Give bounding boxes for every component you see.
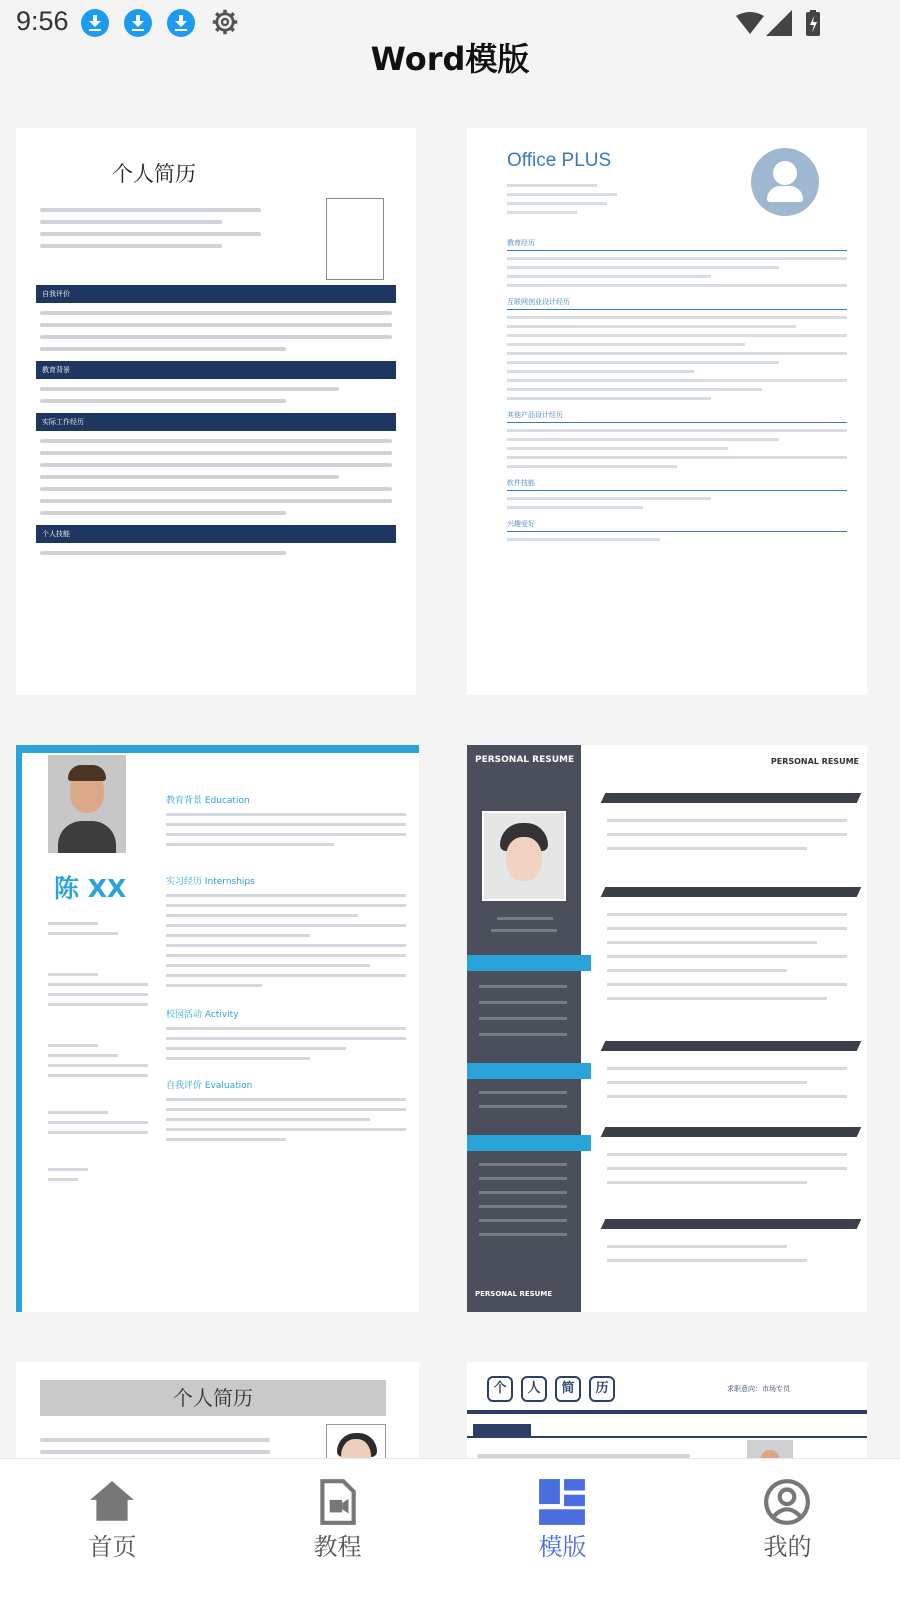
section-header: 校园活动 Activity <box>166 1010 239 1020</box>
user-icon <box>762 1477 812 1527</box>
left-column <box>48 915 148 1188</box>
right-column <box>166 781 406 1148</box>
section-header: 自我评价 Evaluation <box>166 1081 253 1091</box>
section-header: 兴趣爱好 <box>507 519 847 532</box>
nav-home[interactable] <box>0 1459 225 1600</box>
section-header: 个人技能 <box>36 525 396 543</box>
photo-placeholder <box>326 198 384 280</box>
nav-label: 模版 <box>538 1533 587 1561</box>
section-header: 自我评价 <box>36 285 396 303</box>
title-char: 简 <box>555 1376 581 1402</box>
section-header: 教育背景 Education <box>166 796 250 806</box>
section-header: 互联网创业设计经历 <box>507 297 847 310</box>
nav-label: 首页 <box>88 1533 137 1561</box>
template-title: 个人简历 <box>112 162 196 186</box>
resume-label-footer: PERSONAL RESUME <box>475 1290 553 1298</box>
nav-tutorial[interactable] <box>225 1459 450 1600</box>
file-icon <box>312 1477 362 1527</box>
section-header: 软件技能 <box>507 478 847 491</box>
title-char: 个 <box>487 1376 513 1402</box>
grid-icon <box>537 1477 587 1527</box>
resume-label: PERSONAL RESUME <box>770 757 859 766</box>
section-header: 教育背景 <box>36 361 396 379</box>
contact-lines <box>507 178 617 220</box>
bottom-nav <box>0 1458 900 1600</box>
profile-photo <box>48 755 126 853</box>
title-char: 人 <box>521 1376 547 1402</box>
home-icon <box>87 1477 137 1527</box>
template-body <box>16 285 416 565</box>
template-card-4[interactable] <box>467 745 867 1312</box>
section-header: 实际工作经历 <box>36 413 396 431</box>
section-header: 其他产品设计经历 <box>507 410 847 423</box>
template-card-3[interactable] <box>16 745 419 1312</box>
dark-sidebar <box>467 745 581 1312</box>
template-body <box>507 228 847 547</box>
brand-text: Office PLUS <box>507 150 612 171</box>
resume-label: PERSONAL RESUME <box>475 755 575 765</box>
avatar-icon <box>751 148 819 216</box>
nav-mine[interactable] <box>675 1459 900 1600</box>
title-char: 历 <box>589 1376 615 1402</box>
section-header: 教育经历 <box>507 238 847 251</box>
template-card-2[interactable] <box>467 128 867 695</box>
section-tag <box>473 1424 531 1436</box>
template-card-1[interactable] <box>16 128 416 695</box>
status-time: 9:56 <box>16 6 69 36</box>
section-header: 实习经历 Internships <box>166 877 255 887</box>
nav-label: 教程 <box>313 1533 362 1561</box>
template-title: 个人简历 <box>40 1380 386 1416</box>
job-objective: 求职意向：市场专员 <box>727 1385 790 1393</box>
candidate-name: 陈 XX <box>54 874 127 903</box>
page-title: Word模版 <box>370 40 530 78</box>
nav-label: 我的 <box>763 1533 812 1561</box>
nav-templates[interactable] <box>450 1459 675 1600</box>
info-lines <box>40 200 300 256</box>
profile-photo <box>482 811 566 901</box>
